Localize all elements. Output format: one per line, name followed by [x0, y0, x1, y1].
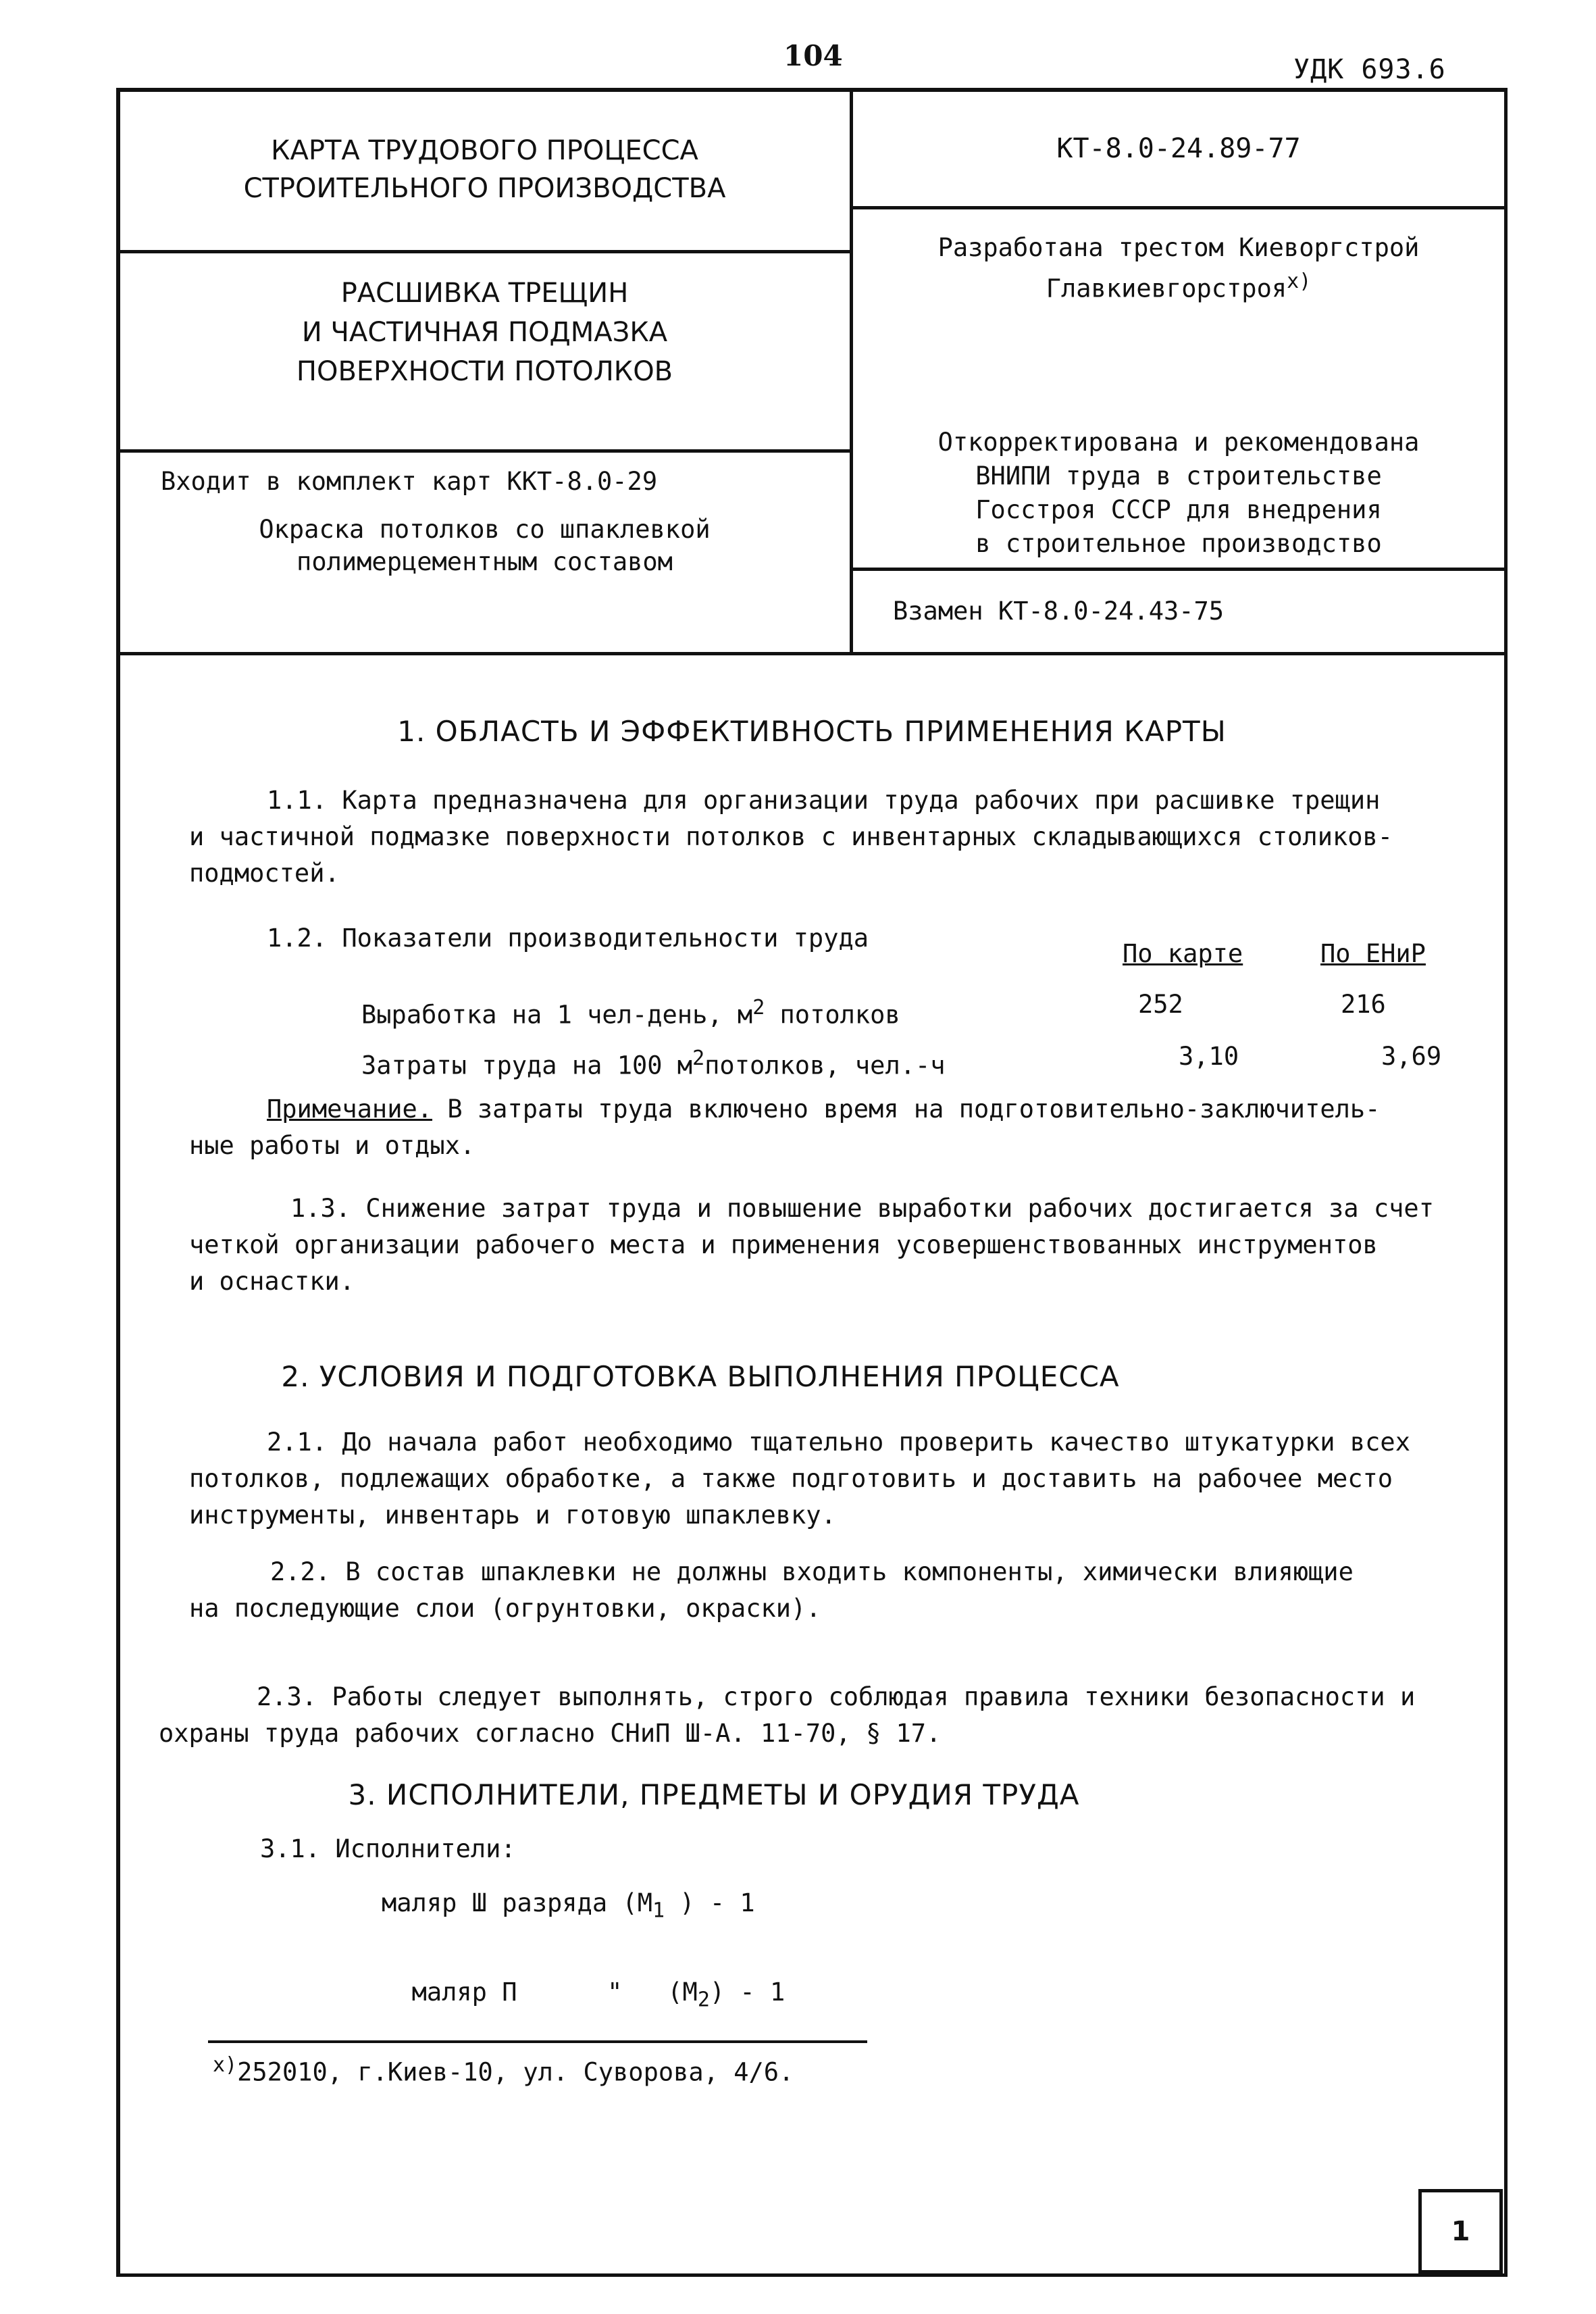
section-3-title: 3. ИСПОЛНИТЕЛИ, ПРЕДМЕТЫ И ОРУДИЯ ТРУДА	[348, 1778, 1080, 1811]
paragraph-line: 2.3. Работы следует выполнять, строго соблюдая правила техники безопасности и	[257, 1682, 1416, 1711]
worker-grade-2: маляр П " $(М_2) - 1$	[411, 1978, 786, 2012]
work-title-line: ПОВЕРХНОСТИ ПОТОЛКОВ	[296, 356, 673, 387]
paragraph-line: на последующие слои (огрунтовки, окраски).	[189, 1594, 821, 1623]
column-header-card: По карте	[1123, 939, 1243, 968]
sheet-number: 1	[1451, 2215, 1470, 2247]
corrected-line: Откорректирована и рекомендована	[937, 428, 1420, 457]
footnote-rule	[208, 2040, 867, 2043]
paragraph-line: инструменты, инвентарь и готовую шпаклевку.	[189, 1501, 836, 1530]
paragraph-2-1	[189, 1424, 1410, 1534]
footnote-mark: x)	[1287, 270, 1312, 293]
work-title-line: И ЧАСТИЧНАЯ ПОДМАЗКА	[301, 317, 668, 348]
indicator-row-output: Выработка на 1 чел-день, $м^2$ потолков	[361, 996, 900, 1030]
card-type-title	[122, 132, 848, 207]
set-description-line: Окраска потолков со шпаклевкой	[259, 515, 711, 544]
paragraph-line: подмостей.	[189, 859, 340, 888]
set-info: Входит в комплект карт ККТ-8.0-29	[161, 467, 658, 496]
paragraph-line: 2.1. До начала работ необходимо тщательно проверить качество штукатурки всех	[267, 1428, 1410, 1457]
card-code: КТ-8.0-24.89-77	[1056, 133, 1301, 164]
output-by-enir: 216	[1341, 990, 1386, 1019]
output-by-card: 252	[1138, 990, 1183, 1019]
corrected-line: в строительное производство	[975, 529, 1382, 558]
paragraph-line: и частичной подмазке поверхности потолков с инвентарных складывающихся столиков-	[189, 822, 1393, 851]
section-2-title: 2. УСЛОВИЯ И ПОДГОТОВКА ВЫПОЛНЕНИЯ ПРОЦЕССА	[281, 1360, 1120, 1393]
developed-by-line: Разработана трестом Киеворгстрой	[937, 233, 1420, 262]
section-1-title: 1. ОБЛАСТЬ И ЭФФЕКТИВНОСТЬ ПРИМЕНЕНИЯ КАРТЫ	[397, 715, 1227, 748]
worker-grade-3: маляр Ш разряда ($М_1$ ) - 1	[382, 1888, 755, 1923]
paragraph-line: четкой организации рабочего места и применения усовершенствованных инструментов	[189, 1230, 1378, 1259]
note-line: Примечание. В затраты труда включено время на подготовительно-заключитель-	[267, 1095, 1381, 1124]
note	[189, 1091, 1380, 1164]
header-divider-right-2	[850, 568, 1508, 571]
footnote-mark: x)	[213, 2053, 238, 2077]
header-divider-left-1	[116, 250, 852, 253]
replaces-card: Взамен КТ-8.0-24.43-75	[893, 597, 1225, 626]
corrected-line: Госстроя СССР для внедрения	[975, 495, 1382, 524]
column-header-enir: По ЕНиР	[1320, 939, 1426, 968]
sheet-number-box	[1418, 2189, 1503, 2273]
footnote-text: 252010, г.Киев-10, ул. Суворова, 4/6.	[237, 2057, 794, 2087]
work-title-line: РАСШИВКА ТРЕЩИН	[340, 278, 629, 309]
header-divider-right-1	[850, 206, 1508, 209]
paragraph-line: и оснастки.	[189, 1267, 355, 1296]
paragraph-line: охраны труда рабочих согласно СНиП Ш-А. 11-70, § 17.	[159, 1719, 942, 1748]
paragraph-1-3	[189, 1190, 1434, 1300]
paragraph-2-3	[159, 1679, 1415, 1752]
indicator-row-labor: Затраты труда на 100 $м^2потолков$, чел.-ч	[361, 1047, 946, 1080]
footnote	[213, 2047, 794, 2090]
paragraph-line: 2.2. В состав шпаклевки не должны входить компоненты, химически влияющие	[270, 1557, 1354, 1586]
card-type-line: СТРОИТЕЛЬНОГО ПРОИЗВОДСТВА	[243, 173, 726, 204]
page-number: 104	[783, 39, 843, 72]
set-description-line: полимерцементным составом	[297, 547, 673, 576]
note-line: ные работы и отдых.	[189, 1131, 475, 1160]
page-frame	[116, 88, 1508, 2277]
corrected-by	[854, 426, 1503, 561]
developed-by	[854, 231, 1503, 305]
paragraph-line: 1.3. Снижение затрат труда и повышение выработки рабочих достигается за счет	[290, 1194, 1434, 1223]
set-description	[122, 513, 848, 578]
labor-by-card: 3,10	[1179, 1042, 1239, 1071]
paragraph-1-2-title: 1.2. Показатели производительности труда	[267, 924, 869, 953]
corrected-line: ВНИПИ труда в строительстве	[975, 461, 1382, 491]
work-title	[122, 274, 848, 391]
udk-code: УДК 693.6	[1293, 54, 1446, 85]
note-label: Примечание.	[267, 1095, 433, 1124]
paragraph-line: потолков, подлежащих обработке, а также подготовить и доставить на рабочее место	[189, 1464, 1393, 1493]
header-divider-left-2	[116, 449, 852, 453]
paragraph-2-2	[189, 1554, 1354, 1627]
header-divider-bottom	[116, 652, 1508, 655]
card-type-line: КАРТА ТРУДОВОГО ПРОЦЕССА	[271, 135, 698, 166]
developed-by-line: Главкиевгорстроя$^{x)}$	[1046, 270, 1312, 303]
paragraph-1-1	[189, 782, 1393, 892]
paragraph-line: 1.1. Карта предназначена для организации труда рабочих при расшивке трещин	[267, 786, 1381, 815]
labor-by-enir: 3,69	[1381, 1042, 1442, 1071]
paragraph-3-1: 3.1. Исполнители:	[260, 1834, 516, 1863]
